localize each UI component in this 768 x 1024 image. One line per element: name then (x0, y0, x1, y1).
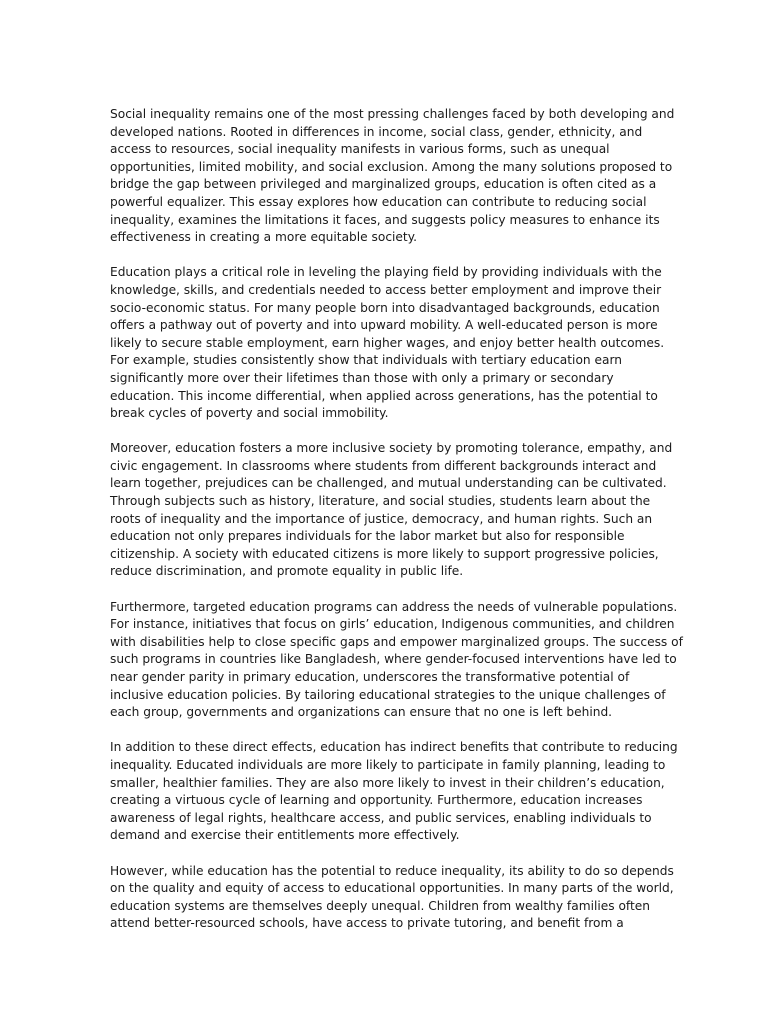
paragraph-targeted-programs: Furthermore, targeted education programs can address the needs of vulnerable populations. For instance, initiatives that focus on girls’ education, Indigenous communities, and children with disabilities help to close specific gaps and empower marginalized groups. The success of such programs in countries like Bangladesh, where gender-focused interventions have led to near gender parity in primary education, underscores the transformative potential of inclusive education policies. By tailoring educational strategies to the unique challenges of each group, governments and organizations can ensure that no one is left behind. (110, 599, 683, 720)
paragraph-indirect-benefits: In addition to these direct effects, education has indirect benefits that contribute to reducing inequality. Educated individuals are more likely to participate in family planning, leading to smaller, healthier families. They are also more likely to invest in their children’s education, creating a virtuous cycle of learning and opportunity. Furthermore, education increases awareness of legal rights, healthcare access, and public services, enabling individuals to demand and exercise their entitlements more effectively. (110, 740, 678, 843)
paragraph-inclusive-society: Moreover, education fosters a more inclusive society by promoting tolerance, empathy, and civic engagement. In classrooms where students from different backgrounds interact and learn together, prejudices can be challenged, and mutual understanding can be cultivated. Through subjects such as history, literature, and social studies, students learn about the roots of inequality and the importance of justice, democracy, and human rights. Such an education not only prepares individuals for the labor market but also for responsible citizenship. A society with educated citizens is more likely to support progressive policies, reduce discrimination, and promote equality in public life. (110, 441, 673, 579)
paragraph-leveling-field: Education plays a critical role in leveling the playing field by providing individuals with the knowledge, skills, and credentials needed to access better employment and improve their socio-economic status. For many people born into disadvantaged backgrounds, education offers a pathway out of poverty and into upward mobility. A well-educated person is more likely to secure stable employment, earn higher wages, and enjoy better health outcomes. For example, studies consistently show that individuals with tertiary education earn significantly more over their lifetimes than those with only a primary or secondary education. This income differential, when applied across generations, has the potential to break cycles of poverty and social immobility. (110, 265, 665, 421)
paragraph-limitations: However, while education has the potential to reduce inequality, its ability to do so depends on the quality and equity of access to educational opportunities. In many parts of the world, education systems are themselves deeply unequal. Children from wealthy families often attend better-resourced schools, have access to private tutoring, and benefit from a (110, 863, 674, 931)
paragraph-intro: Social inequality remains one of the most pressing challenges faced by both developing and developed nations. Rooted in differences in income, social class, gender, ethnicity, and access to resources, social inequality manifests in various forms, such as unequal opportunities, limited mobility, and social exclusion. Among the many solutions proposed to bridge the gap between privileged and marginalized groups, education is often cited as a powerful equalizer. This essay explores how education can contribute to reducing social inequality, examines the limitations it faces, and suggests policy measures to enhance its effectiveness in creating a more equitable society. (110, 107, 675, 245)
essay-body (110, 106, 698, 951)
